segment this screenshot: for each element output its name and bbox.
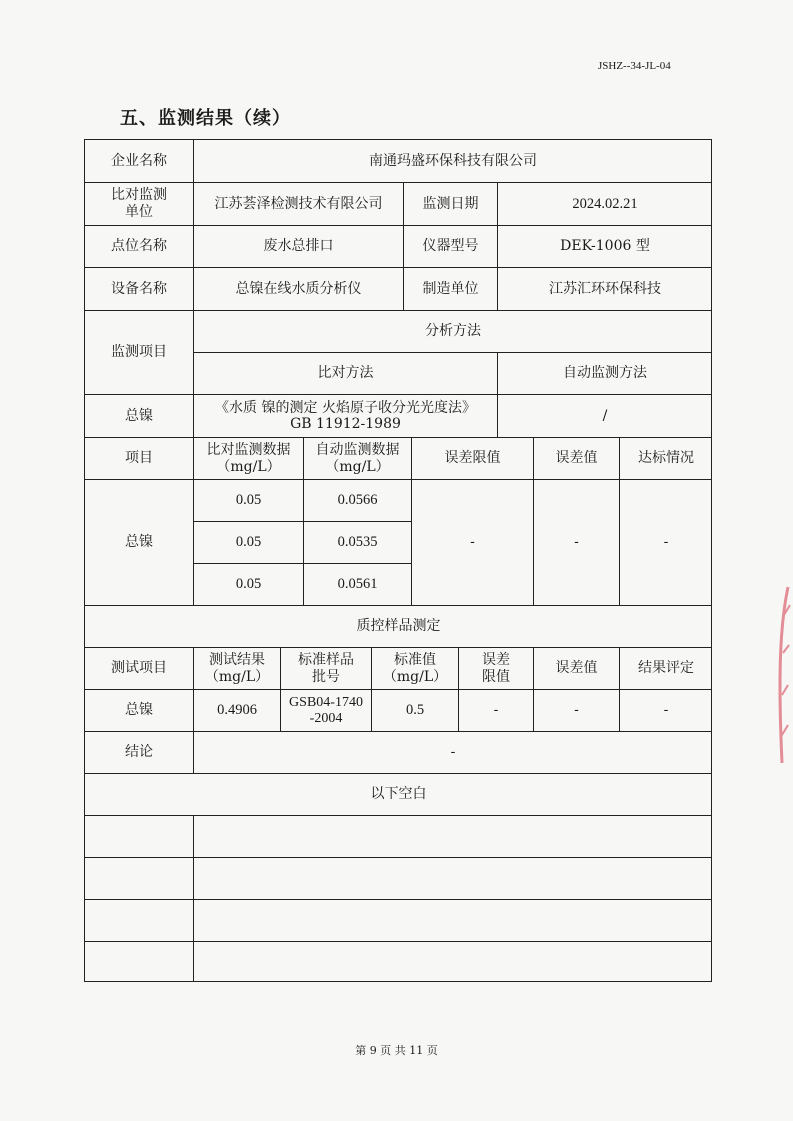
- compare-method-label: 比对方法: [193, 352, 497, 394]
- enterprise-value: 南通玛盛环保科技有限公司: [193, 139, 712, 182]
- qc-header-result: 测试结果（mg/L）: [193, 647, 280, 689]
- qc-evaluation: -: [619, 689, 712, 731]
- table-frame-left: [84, 139, 85, 982]
- cmp-header-item: 项目: [84, 437, 193, 479]
- empty-row-value: [193, 899, 712, 941]
- cmp-row2-compare: 0.05: [193, 521, 303, 563]
- empty-row-value: [193, 857, 712, 899]
- enterprise-label: 企业名称: [84, 139, 193, 182]
- cmp-error-limit: -: [411, 479, 533, 605]
- point-label: 点位名称: [84, 225, 193, 267]
- method-item: 总镍: [84, 394, 193, 437]
- monitor-date-label: 监测日期: [403, 182, 497, 225]
- compare-method-value: 《水质 镍的测定 火焰原子收分光光度法》GB 11912-1989: [193, 394, 497, 437]
- qc-error-limit: -: [458, 689, 533, 731]
- qc-result: 0.4906: [193, 689, 280, 731]
- auto-method-label: 自动监测方法: [497, 352, 712, 394]
- analysis-method-label: 分析方法: [193, 310, 712, 352]
- qc-header-evaluation: 结果评定: [619, 647, 712, 689]
- instrument-model-value: DEK-1006 型: [497, 225, 712, 267]
- cmp-header-error-limit: 误差限值: [411, 437, 533, 479]
- empty-row-label: [84, 857, 193, 899]
- qc-error-value: -: [533, 689, 619, 731]
- conclusion-value: -: [193, 731, 712, 773]
- qc-title: 质控样品测定: [84, 605, 712, 647]
- empty-row-label: [84, 899, 193, 941]
- auto-method-value: /: [497, 394, 712, 437]
- cmp-error-value: -: [533, 479, 619, 605]
- monitor-date-value: 2024.02.21: [497, 182, 712, 225]
- cmp-compliance: -: [619, 479, 712, 605]
- cmp-row1-auto: 0.0566: [303, 479, 411, 521]
- compare-unit-value: 江苏荟泽检测技术有限公司: [193, 182, 403, 225]
- cmp-item: 总镍: [84, 479, 193, 605]
- cmp-row3-auto: 0.0561: [303, 563, 411, 605]
- cmp-row3-compare: 0.05: [193, 563, 303, 605]
- qc-header-standard: 标准值（mg/L）: [371, 647, 458, 689]
- qc-header-error-limit: 误差限值: [458, 647, 533, 689]
- empty-row-label: [84, 815, 193, 857]
- cmp-header-compare: 比对监测数据（mg/L）: [193, 437, 303, 479]
- qc-header-batch: 标准样品批号: [280, 647, 371, 689]
- conclusion-label: 结论: [84, 731, 193, 773]
- qc-standard: 0.5: [371, 689, 458, 731]
- qc-batch: GSB04-1740-2004: [280, 689, 371, 731]
- qc-header-error-value: 误差值: [533, 647, 619, 689]
- cmp-header-error-value: 误差值: [533, 437, 619, 479]
- empty-row-label: [84, 941, 193, 982]
- cmp-header-auto: 自动监测数据（mg/L）: [303, 437, 411, 479]
- point-value: 废水总排口: [193, 225, 403, 267]
- qc-header-item: 测试项目: [84, 647, 193, 689]
- empty-row-value: [193, 941, 712, 982]
- manufacturer-label: 制造单位: [403, 267, 497, 310]
- document-code: JSHZ--34-JL-04: [598, 60, 671, 72]
- cmp-header-compliance: 达标情况: [619, 437, 712, 479]
- monitor-item-label: 监测项目: [84, 310, 193, 394]
- table-frame-top: [84, 139, 712, 140]
- cmp-row1-compare: 0.05: [193, 479, 303, 521]
- device-value: 总镍在线水质分析仪: [193, 267, 403, 310]
- qc-item: 总镍: [84, 689, 193, 731]
- manufacturer-value: 江苏汇环环保科技: [497, 267, 712, 310]
- device-label: 设备名称: [84, 267, 193, 310]
- instrument-model-label: 仪器型号: [403, 225, 497, 267]
- compare-unit-label: 比对监测单位: [84, 182, 193, 225]
- blank-note: 以下空白: [84, 773, 712, 815]
- red-seal-edge: [770, 585, 792, 765]
- empty-row-value: [193, 815, 712, 857]
- cmp-row2-auto: 0.0535: [303, 521, 411, 563]
- page-footer: 第 9 页 共 11 页: [355, 1044, 438, 1057]
- section-title: 五、监测结果（续）: [120, 108, 291, 129]
